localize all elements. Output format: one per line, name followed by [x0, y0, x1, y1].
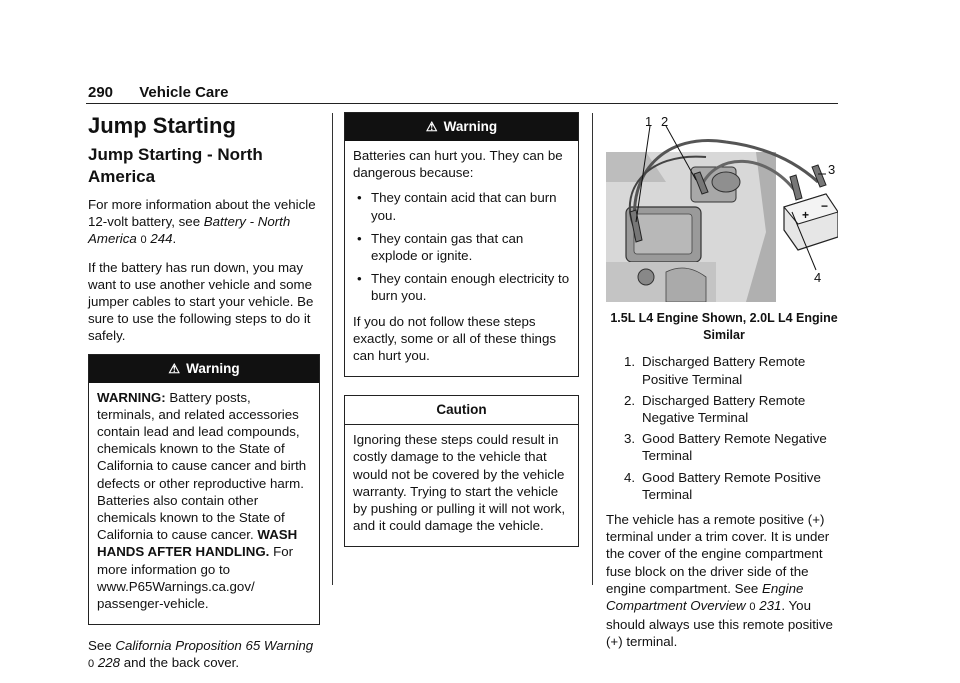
- caution-text: Ignoring these steps could result in costly damage to the vehicle that would not be covered by the vehicle warranty. Trying to start the vehicle by pushing or pulling it will not work, and it could damage the vehicle.: [353, 432, 566, 534]
- reference-arrow-icon: 0: [88, 658, 95, 671]
- warning-header: [89, 355, 319, 383]
- list-item: [624, 392, 842, 426]
- jumper-cable-diagram: [606, 112, 838, 302]
- list-text: Good Battery Remote Negative Terminal: [642, 431, 827, 464]
- warning-lead: WARNING:: [97, 389, 166, 405]
- good-battery: [784, 194, 838, 250]
- engine-bay-illustration: [606, 112, 838, 302]
- bullet-text: They contain enough electricity to burn you.: [371, 271, 570, 304]
- callout-1: 1: [645, 114, 653, 129]
- list-number: 2.: [624, 392, 636, 408]
- engine-compartment-link[interactable]: Engine Compartment Overview: [606, 580, 804, 614]
- list-number: 1.: [624, 354, 636, 370]
- svg-text:+: +: [802, 208, 810, 222]
- run-down-paragraph: If the battery has run down, you may want to use another vehicle and some jumper cables to start your vehicle. Be sure to use the following steps to do it safely.: [88, 259, 314, 344]
- back-cover-text: and the back cover.: [120, 655, 240, 671]
- prop65-link[interactable]: California Proposition 65 Warning: [115, 638, 314, 654]
- warning-title: Warning: [186, 360, 240, 376]
- list-number: 4.: [624, 469, 636, 485]
- caution-box: [344, 395, 579, 547]
- battery-page-ref[interactable]: 244: [150, 231, 173, 247]
- warning-triangle-icon: ⚠: [425, 119, 438, 134]
- callout-4: 4: [814, 270, 822, 285]
- list-item: [624, 469, 842, 503]
- bullet-text: They contain acid that can burn you.: [371, 190, 557, 223]
- bullet-icon: •: [357, 190, 362, 206]
- list-item: [353, 230, 570, 264]
- terminal-list: [606, 353, 842, 503]
- prop65-warning-box: [88, 354, 320, 626]
- list-item: [353, 270, 570, 304]
- callout-3: 3: [828, 162, 836, 177]
- list-number: 3.: [624, 431, 636, 447]
- column-divider-right: [592, 113, 593, 585]
- prop65-page-ref[interactable]: 228: [97, 655, 121, 671]
- remote-terminal-suffix: . You should always use this remote positive (+) terminal.: [606, 598, 833, 650]
- intro-paragraph: [88, 196, 320, 250]
- punctuation: .: [172, 231, 177, 247]
- warning-text: [97, 389, 311, 613]
- warning-intro: Batteries can hurt you. They can be dangerous because:: [353, 148, 563, 181]
- page-number: 290: [88, 84, 114, 101]
- list-text: Good Battery Remote Positive Terminal: [642, 469, 821, 502]
- column-divider-left: [332, 113, 333, 585]
- hazard-list: [353, 189, 570, 304]
- list-item: [624, 353, 842, 387]
- svg-text:−: −: [821, 199, 829, 213]
- warning-body: [345, 141, 578, 376]
- remote-terminal-text: The vehicle has a remote positive (+) terminal under a trim cover. It is under the cover of the engine compartment fuse block on the driver side of the engine compartment. See: [606, 512, 830, 596]
- warning-outro: If you do not follow these steps exactly, some or all of these things can hurt you.: [353, 313, 556, 364]
- prop65-reference: [88, 637, 320, 673]
- warning-body: [89, 383, 319, 625]
- wash-hands-notice: WASH HANDS AFTER HANDLING.: [97, 527, 298, 560]
- callout-2: 2: [661, 114, 669, 129]
- bullet-text: They contain gas that can explode or ignite.: [371, 230, 524, 264]
- warning-text-2: For more information go to www.P65Warnings.ca.gov/ passenger-vehicle.: [97, 544, 294, 612]
- column-1: [88, 112, 320, 683]
- section-heading: Jump Starting - North America: [88, 145, 263, 186]
- warning-header: [345, 113, 578, 141]
- header-rule: [86, 103, 838, 104]
- caution-header: Caution: [345, 396, 578, 425]
- list-text: Discharged Battery Remote Negative Terminal: [642, 392, 806, 426]
- list-item: [624, 430, 842, 464]
- intro-text: For more information about the vehicle 12-volt battery, see: [88, 197, 316, 230]
- section-title: Vehicle Care: [139, 84, 229, 101]
- warning-triangle-icon: ⚠: [168, 360, 181, 376]
- battery-link[interactable]: Battery - North America: [88, 214, 291, 247]
- page-title: Jump Starting: [88, 113, 236, 138]
- reference-arrow-icon: 0: [749, 601, 756, 614]
- column-3: [606, 112, 842, 660]
- page-header: [88, 84, 228, 101]
- see-text: See: [88, 638, 116, 654]
- bullet-icon: •: [357, 230, 362, 246]
- remote-terminal-paragraph: [606, 511, 842, 651]
- reference-arrow-icon: 0: [140, 234, 147, 247]
- warning-title: Warning: [443, 119, 498, 134]
- list-item: [353, 189, 570, 223]
- bullet-icon: •: [357, 271, 362, 287]
- column-2: [344, 112, 579, 559]
- list-text: Discharged Battery Remote Positive Terminal: [642, 354, 806, 387]
- figure-caption: 1.5L L4 Engine Shown, 2.0L L4 Engine Similar: [610, 311, 838, 343]
- battery-warning-box: [344, 112, 579, 377]
- caution-body: [345, 425, 578, 546]
- warning-text-1: Battery posts, terminals, and related accessories contain lead and lead compounds, chemicals known to the State of California to cause cancer and birth defects or other reproductive harm. Batteries also contain other chemicals known to the State of California to cause cancer.: [97, 389, 307, 543]
- engine-compartment-page-ref[interactable]: 231: [759, 598, 782, 614]
